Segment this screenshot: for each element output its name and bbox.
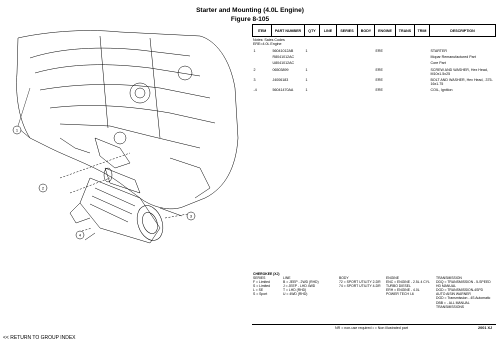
callout-4 (76, 231, 84, 239)
notes-line-2: ERE=4.0L Engine (253, 42, 282, 47)
description-cell: Core Part (430, 61, 446, 66)
page-title: Starter and Mounting (4.0L Engine) (196, 7, 304, 14)
qty-cell: 1 (305, 49, 308, 53)
item-cell: 2 (253, 67, 256, 72)
notes (253, 38, 285, 47)
codes-heading: CHEROKEE (XJ) (253, 272, 280, 276)
header-trim: TRIM (415, 25, 430, 37)
codes-transmission: TRANSMISSION DDQ = TRANSMISSION - 5-SPEED HD MANUAL DGD = TRANSMISSION-4SPD AUTO AISIN WARNER DGD = Transmission - 4S Automatic DBB = - ALL MANUAL TRANSMISSIONS (436, 276, 491, 309)
callout-1 (13, 126, 21, 134)
description-cell: BOLT AND WASHER, Hex Head, .375-16x1.75 (430, 78, 493, 87)
footer-page-id: 2001 XJ (478, 326, 493, 330)
header-item: ITEM (253, 25, 272, 37)
part-number-cell: 06503899 (272, 67, 289, 72)
description-cell: SCREW AND WASHER, Hex Head, M10x1.5x25 (430, 67, 488, 76)
codes-series: SERIES F = Limited S = Limited L = SE S = Sport (253, 276, 271, 297)
part-number-cell: J4006183 (272, 78, 289, 83)
starter-illustration (0, 28, 250, 273)
callout-1-label: 1 (15, 127, 19, 133)
header-description: DESCRIPTION (430, 25, 496, 37)
notes-line-1: Notes: Sales Codes (253, 38, 285, 42)
codes-engine: ENGINE ENC = ENGINE - 2.5L 4 CYL TURBO DIESEL ERH = ENGINE - 4.0L POWER TECH I-6 (386, 276, 430, 297)
engine-cell: ERE (375, 49, 383, 53)
header-trans: TRANS (396, 25, 415, 37)
part-number-cell: U8041012AC (272, 61, 295, 66)
description-cell: STARTER (430, 49, 447, 53)
codes-legend (253, 272, 497, 322)
engine-cell: ERE (375, 67, 383, 72)
item-cell: -4 (253, 88, 257, 93)
part-number-cell: 56041470AA (272, 88, 294, 93)
header-line: LINE (320, 25, 337, 37)
table-header-row (253, 25, 496, 37)
header-engine: ENGINE (375, 25, 396, 37)
header-series: SERIES (337, 25, 358, 37)
qty-cell: 1 (305, 78, 308, 83)
qty-cell: 1 (305, 88, 308, 93)
callout-3 (187, 212, 195, 220)
header-part-number: PART NUMBER (272, 25, 305, 37)
codes-body: BODY 72 = SPORT UTILITY 2-DR 74 = SPORT UTILITY 4-DR (339, 276, 381, 289)
table-row (253, 88, 496, 92)
parts-table (252, 24, 496, 93)
footer-note: NR = non-use required • = Non illustrated part (335, 326, 408, 330)
engine-cell: ERE (375, 88, 383, 93)
part-number-cell: 56041012AB (272, 49, 294, 53)
description-cell: Mopar Remanufactured Part (430, 55, 476, 60)
header-qty: QTY (305, 25, 320, 37)
part-number-cell: R8041012AC (272, 55, 295, 60)
header-body: BODY (358, 25, 375, 37)
qty-cell: 1 (305, 67, 308, 72)
footer-divider (252, 324, 496, 325)
description-cell: COIL, Ignition (430, 88, 453, 93)
item-cell: 1 (253, 49, 256, 53)
callout-2-label: 2 (41, 185, 45, 191)
figure-number: Figure 8-105 (230, 16, 270, 23)
callout-3-label: 3 (189, 213, 193, 219)
callout-4-label: 4 (78, 232, 82, 238)
codes-line: LINE B = JEEP - 2WD (RHD) J = JEEP - LHD 4WD T = LHD (RHD) U = 4WD (RHD) (283, 276, 319, 297)
item-cell: 3 (253, 78, 256, 83)
table-row (253, 68, 496, 76)
return-to-group-index-link[interactable]: << RETURN TO GROUP INDEX (3, 335, 76, 341)
callout-2 (39, 184, 47, 192)
table-row (253, 78, 496, 86)
engine-cell: ERE (375, 78, 383, 83)
